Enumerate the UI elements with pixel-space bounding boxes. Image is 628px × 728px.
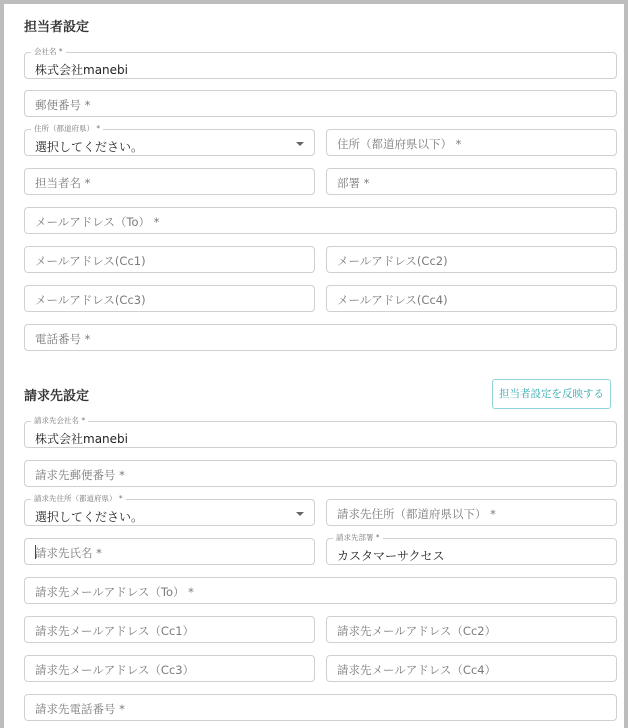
- email-cc2-placeholder: メールアドレス(Cc2): [337, 254, 448, 268]
- email-cc2-field[interactable]: [326, 246, 617, 273]
- copy-contact-settings-button[interactable]: 担当者設定を反映する: [492, 379, 611, 409]
- company-name-label: 会社名 *: [31, 47, 66, 57]
- person-name-placeholder: 担当者名 *: [35, 176, 91, 190]
- billing-email-to-placeholder: 請求先メールアドレス（To） *: [35, 585, 194, 599]
- billing-person-name-placeholder: 請求先氏名 *: [35, 546, 102, 560]
- billing-email-cc4-placeholder: 請求先メールアドレス（Cc4）: [337, 663, 497, 677]
- prefecture-label: 住所（都道府県） *: [31, 124, 103, 134]
- email-cc1-field[interactable]: [24, 246, 315, 273]
- billing-email-cc2-placeholder: 請求先メールアドレス（Cc2）: [337, 624, 497, 638]
- dropdown-arrow-icon: [296, 142, 304, 146]
- email-to-placeholder: メールアドレス（To） *: [35, 215, 160, 229]
- company-name-field[interactable]: [24, 47, 617, 79]
- postal-code-field[interactable]: [24, 90, 617, 117]
- prefecture-select[interactable]: [24, 124, 315, 156]
- email-to-field[interactable]: [24, 207, 617, 234]
- contact-section-title: 担当者設定: [24, 20, 90, 35]
- phone-field[interactable]: [24, 324, 617, 351]
- billing-email-to-field[interactable]: [24, 577, 617, 604]
- postal-code-placeholder: 郵便番号 *: [35, 98, 91, 112]
- department-field[interactable]: [326, 168, 617, 195]
- billing-postal-code-placeholder: 請求先郵便番号 *: [35, 468, 125, 482]
- email-cc4-field[interactable]: [326, 285, 617, 312]
- billing-phone-field[interactable]: [24, 694, 617, 721]
- billing-prefecture-value: 選択してください。: [35, 510, 144, 524]
- billing-company-name-value: 株式会社manebi: [35, 432, 128, 446]
- billing-person-name-field[interactable]: [24, 538, 315, 565]
- billing-department-field[interactable]: [326, 533, 617, 565]
- billing-email-cc4-field[interactable]: [326, 655, 617, 682]
- form-panel: [4, 4, 624, 728]
- billing-email-cc2-field[interactable]: [326, 616, 617, 643]
- billing-address-placeholder: 請求先住所（都道府県以下） *: [337, 507, 496, 521]
- dropdown-arrow-icon: [296, 512, 304, 516]
- email-cc4-placeholder: メールアドレス(Cc4): [337, 293, 448, 307]
- billing-section-title: 請求先設定: [24, 389, 90, 404]
- email-cc3-field[interactable]: [24, 285, 315, 312]
- billing-company-name-label: 請求先会社名 *: [31, 416, 88, 426]
- billing-prefecture-select[interactable]: [24, 494, 315, 526]
- billing-email-cc1-field[interactable]: [24, 616, 315, 643]
- email-cc3-placeholder: メールアドレス(Cc3): [35, 293, 146, 307]
- billing-prefecture-label: 請求先住所（都道府県） *: [31, 494, 126, 504]
- billing-email-cc3-field[interactable]: [24, 655, 315, 682]
- billing-department-label: 請求先部署 *: [333, 533, 383, 543]
- billing-company-name-field[interactable]: [24, 416, 617, 448]
- phone-placeholder: 電話番号 *: [35, 332, 91, 346]
- email-cc1-placeholder: メールアドレス(Cc1): [35, 254, 146, 268]
- person-name-field[interactable]: [24, 168, 315, 195]
- billing-postal-code-field[interactable]: [24, 460, 617, 487]
- address-placeholder: 住所（都道府県以下） *: [337, 137, 462, 151]
- address-field[interactable]: [326, 129, 617, 156]
- billing-address-field[interactable]: [326, 499, 617, 526]
- company-name-value: 株式会社manebi: [35, 63, 128, 77]
- billing-department-value: カスタマーサクセス: [337, 549, 445, 563]
- billing-phone-placeholder: 請求先電話番号 *: [35, 702, 125, 716]
- department-placeholder: 部署 *: [337, 176, 370, 190]
- billing-email-cc3-placeholder: 請求先メールアドレス（Cc3）: [35, 663, 195, 677]
- prefecture-value: 選択してください。: [35, 140, 144, 154]
- billing-email-cc1-placeholder: 請求先メールアドレス（Cc1）: [35, 624, 195, 638]
